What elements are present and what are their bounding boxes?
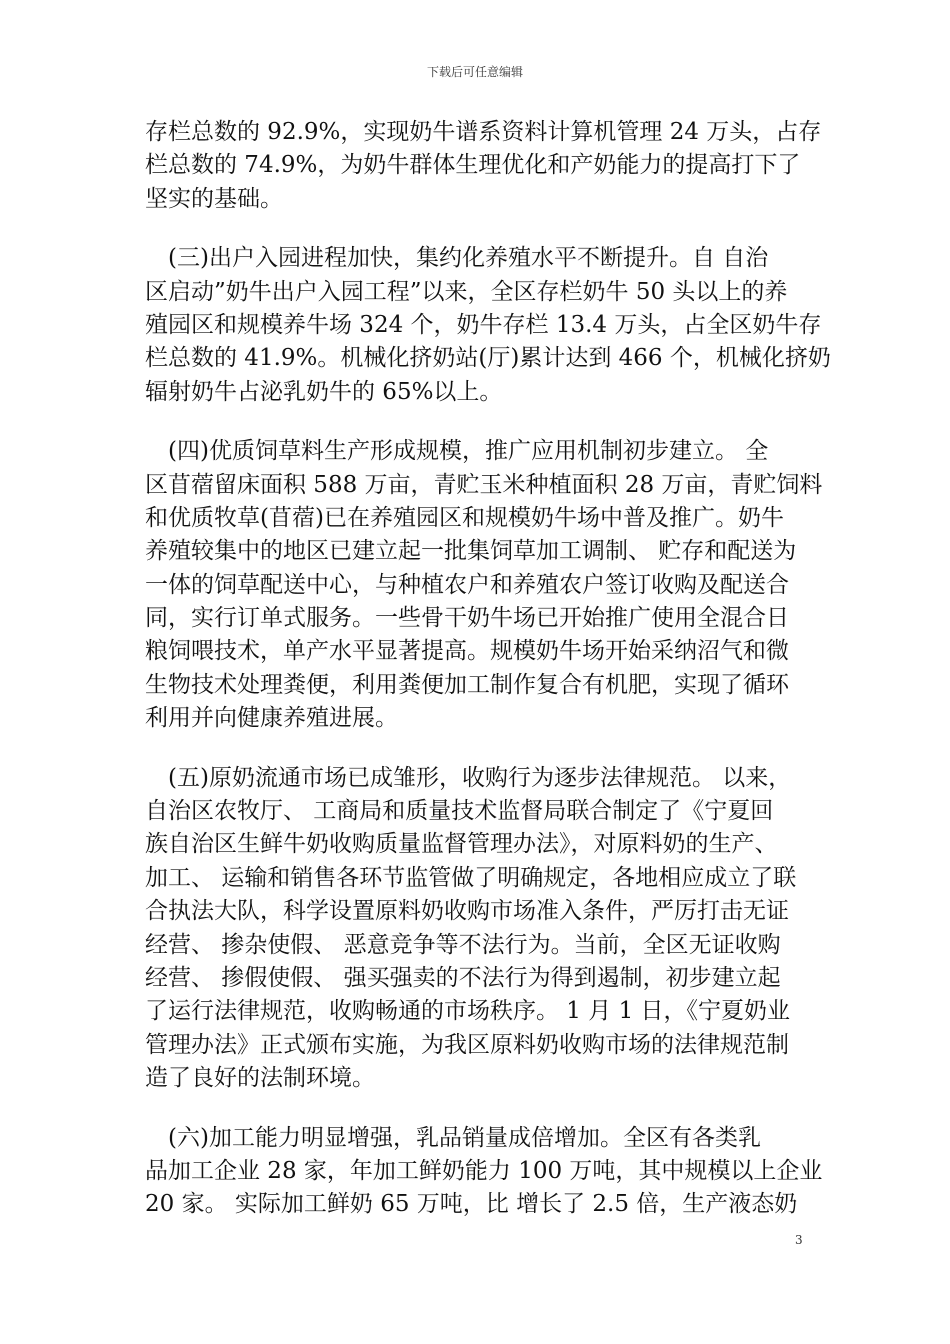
paragraph-2 [145, 242, 831, 409]
text-line: (三)出户入园进程加快，集约化养殖水平不断提升。自 自治 [145, 245, 769, 272]
text-line: 生物技术处理粪便，利用粪便加工制作复合有机肥，实现了循环 [145, 671, 789, 698]
text-line: 存栏总数的 92.9%，实现奶牛谱系资料计算机管理 24 万头，占存 [145, 119, 822, 145]
text-line: 加工、 运输和销售各环节监管做了明确规定，各地相应成立了联 [145, 864, 797, 891]
text-line: 一体的饲草配送中心，与种植农户和养殖农户签订收购及配送合 [145, 571, 789, 598]
paragraph-gap [145, 216, 813, 242]
document-body [145, 116, 831, 1222]
text-line: 粮饲喂技术，单产水平显著提高。规模奶牛场开始采纳沼气和微 [145, 638, 789, 665]
text-line: (四)优质饲草料生产形成规模，推广应用机制初步建立。 全 [145, 438, 769, 465]
text-line: 和优质牧草(苜蓿)已在养殖园区和规模奶牛场中普及推广。奶牛 [145, 504, 784, 531]
paragraph-gap [145, 1096, 813, 1122]
text-line: 辐射奶牛占泌乳奶牛的 65%以上。 [145, 378, 503, 405]
text-line: 族自治区生鲜牛奶收购质量监督管理办法》，对原料奶的生产、 [145, 831, 778, 858]
text-line: 坚实的基础。 [145, 185, 283, 212]
paragraph-3 [145, 435, 823, 736]
text-line: 利用并向健康养殖进展。 [145, 705, 398, 732]
page-number: 3 [795, 1233, 803, 1247]
text-line: 自治区农牧厅、 工商局和质量技术监督局联合制定了《宁夏回 [145, 798, 774, 825]
text-line: 同，实行订单式服务。一些骨干奶牛场已开始推广使用全混合日 [145, 605, 789, 632]
text-line: 造了良好的法制环境。 [145, 1065, 375, 1092]
text-line: 品加工企业 28 家，年加工鲜奶能力 100 万吨，其中规模以上企业 [145, 1157, 823, 1184]
paragraph-4 [145, 762, 813, 1096]
text-line: 区苜蓿留床面积 588 万亩，青贮玉米种植面积 28 万亩，青贮饲料 [145, 471, 823, 498]
page-header: 下载后可任意编辑 [426, 65, 523, 79]
paragraph-gap [145, 736, 813, 762]
paragraph-5 [145, 1122, 823, 1222]
paragraph-1 [145, 116, 822, 216]
text-line: 经营、 掺杂使假、 恶意竞争等不法行为。当前，全区无证收购 [145, 931, 781, 958]
text-line: 养殖较集中的地区已建立起一批集饲草加工调制、 贮存和配送为 [145, 538, 797, 565]
text-line: 区启动”奶牛出户入园工程”以来，全区存栏奶牛 50 头以上的养 [145, 278, 788, 305]
text-line: 经营、 掺假使假、 强买强卖的不法行为得到遏制，初步建立起 [145, 964, 781, 991]
text-line: 管理办法》正式颁布实施，为我区原料奶收购市场的法律规范制 [145, 1031, 789, 1058]
text-line: 合执法大队，科学设置原料奶收购市场准入条件，严厉打击无证 [145, 898, 789, 925]
text-line: 栏总数的 74.9%，为奶牛群体生理优化和产奶能力的提高打下了 [145, 152, 801, 179]
text-line: 栏总数的 41.9%。机械化挤奶站(厅)累计达到 466 个，机械化挤奶 [145, 345, 831, 372]
text-line: (六)加工能力明显增强，乳品销量成倍增加。全区有各类乳 [145, 1124, 761, 1151]
text-line: (五)原奶流通市场已成雏形，收购行为逐步法律规范。 以来， [145, 764, 792, 791]
text-line: 20 家。 实际加工鲜奶 65 万吨，比 增长了 2.5 倍，生产液态奶 [145, 1191, 798, 1218]
text-line: 了运行法律规范，收购畅通的市场秩序。 1 月 1 日，《宁夏奶业 [145, 998, 791, 1025]
paragraph-gap [145, 409, 813, 435]
text-line: 殖园区和规模养牛场 324 个，奶牛存栏 13.4 万头，占全区奶牛存 [145, 311, 822, 338]
